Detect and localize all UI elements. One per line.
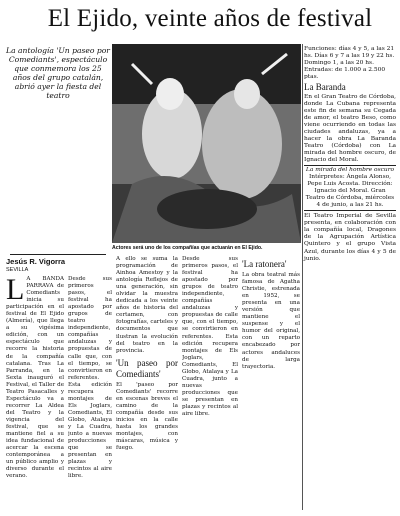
byline-rule xyxy=(10,254,106,255)
body-column-1 xyxy=(6,276,64,512)
info-text-1: En el Gran Teatro de Córdoba, donde La Cubana representa este fin de semana su Cegada de amor, el teatro Beso, como viene ocurriendo en todas las ciudades andaluzas, ya a hacer la obra La Baranda Teatro (Córdoba) con La mirada del hombre oscuro, de Ignacio del Moral. xyxy=(304,93,396,164)
drop-cap: L xyxy=(6,276,25,306)
body-text-1: A BANDA PARRAVA de Comediants inicia su participación en el festival de El Ejido (Almería), que llega a su vigésima edición, con un espectáculo que recorre la historia de la compañía catalana. Tras La Parranda, en la Sexta inauguró el Festival, el Taller de Teatro Pasacalles y Espectáculo va a recorrer La Aldea del Teatro y la vigencia del festival, que se mantiene fiel a su idea fundacional de acercar la escena contemporánea a un público amplio y diverso durante el verano. xyxy=(6,276,64,480)
section-heading-la-baranda: La Baranda xyxy=(304,82,346,93)
headline: El Ejido, veinte años de festival xyxy=(47,5,373,32)
byline xyxy=(6,254,110,273)
body-text-4: Desde sus primeros pasos, el festival ha apostado por grupos de teatro independiente, compañías andaluzas y propuestas de calle que, con el tiempo, se convirtieron en referentes. Esta edición recupera montajes de Els Joglars, Comediants, El Globo, Atalaya y La Cuadra, junto a nuevas producciones que se presentan en plazas y recintos al aire libre. xyxy=(182,256,238,418)
body-text-2: Desde sus primeros pasos, el festival ha apostado por grupos de teatro independiente, compañías andaluzas y propuestas de calle que, con el tiempo, se convirtieron en referentes. Esta edición recupera montajes de Els Joglars, Comediants, El Globo, Atalaya y La Cuadra, junto a nuevas producciones que se presentan en plazas y recintos al aire libre. xyxy=(68,276,112,480)
body-column-3 xyxy=(116,256,178,512)
body-column-4 xyxy=(182,256,238,512)
byline-author: Jesús R. Vigorra xyxy=(6,257,66,266)
body-text-3: A ello se suma la programación de Ainhoa Amestoy y la antología Reflejos de una generación, sin olvidar la muestra dedicada a los veinte años de historia del certamen, con fotografías, carteles y documentos que ilustran la evolución del teatro en la provincia. xyxy=(116,256,178,354)
photo-caption: Actores será uno de los compañías que actuarán en El Ejido. xyxy=(112,245,263,251)
lead-paragraph: La antología 'Un paseo por Comediants', espectáculo que conmemora los 25 años del grupo catalán, abrió ayer la fiesta del teatro xyxy=(6,46,110,101)
subheading-la-ratonera: 'La ratonera' xyxy=(242,259,287,269)
column-divider xyxy=(302,44,303,510)
body-text-5: La obra teatral más famosa de Agatha Christie, estrenada en 1952, se presenta en una versión que mantiene el suspense y el humor del original, con un reparto encabezado por actores andaluces de larga trayectoria. xyxy=(242,272,300,370)
byline-city: SEVILLA xyxy=(6,267,29,273)
info-box xyxy=(304,165,396,212)
photo xyxy=(112,44,301,243)
subheading-un-paseo: 'Un paseo por Comediants' xyxy=(116,357,178,379)
body-text-3b: El 'paseo por Comediants' recorre en escenas breves el camino de la compañía desde sus inicios en la calle hasta los grandes montajes, con máscaras, música y fuego. xyxy=(116,381,178,452)
body-column-5 xyxy=(242,256,300,512)
info-top: Funciones: días 4 y 5, a las 21 hs. Días 6 y 7 a las 19 y 22 hs. Domingo 1, a las 20 hs. Entradas: de 1.000 a 2.500 ptas. xyxy=(304,46,395,81)
info-text-2: El Teatro Imperial de Sevilla presenta, en colaboración con la compañía local, Dragones de la Agrupación Artística Quintero y el grupo Vista Azul, durante los días 4 y 5 de junio. xyxy=(304,213,396,262)
photo-image xyxy=(112,44,301,243)
info-box-title: La mirada del hombre oscuro xyxy=(305,166,395,173)
sidebar-info xyxy=(304,46,396,263)
info-box-text: Intérpretes: Ángela Alonso, Pepe Luis Acosta. Dirección: Ignacio del Moral. Gran Teatro de Córdoba, miércoles 4 de junio, a las 21 hs. xyxy=(305,173,395,208)
body-column-2 xyxy=(68,276,112,512)
